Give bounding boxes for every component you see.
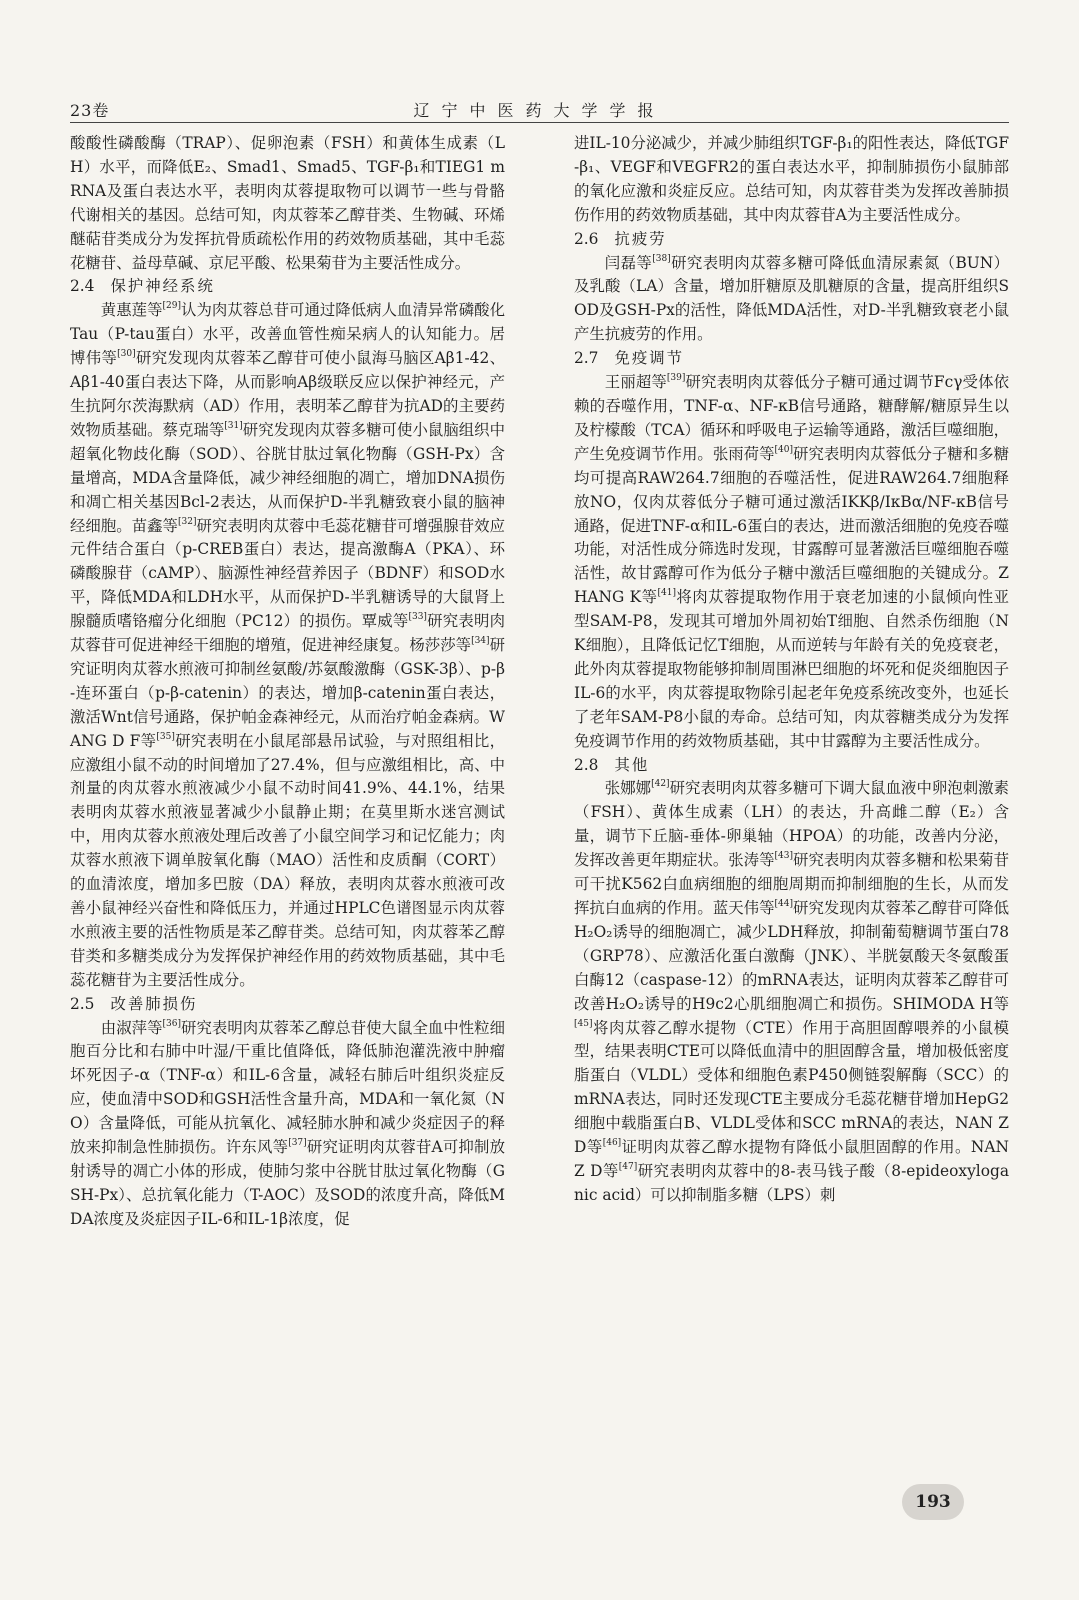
section-heading — [70, 993, 505, 1017]
right-column — [574, 132, 1009, 1208]
section-title: 其他 — [614, 755, 650, 774]
section-heading — [574, 228, 1009, 252]
journal-title: 辽宁中医药大学学报 — [413, 101, 666, 120]
section-heading — [574, 347, 1009, 371]
left-column — [70, 132, 505, 1232]
paragraph-continuation: 酸酸性磷酸酶（TRAP）、促卵泡素（FSH）和黄体生成素（LH）水平，而降低E₂、Smad1、Smad5、TGF-β₁和TIEG1 mRNA及蛋白表达水平，表明肉苁蓉提取物可以调节一些与骨骼代谢相关的基因。总结可知，肉苁蓉苯乙醇苷类、生物碱、环烯醚萜苷类成分为发挥抗骨质疏松作用的药效物质基础，其中毛蕊花糖苷、益母草碱、京尼平酸、松果菊苷为主要活性成分。 — [70, 134, 505, 272]
section-title: 改善肺损伤 — [110, 994, 198, 1013]
section-title: 保护神经系统 — [110, 277, 215, 296]
page-number: 193 — [902, 1484, 964, 1520]
paragraph: 闫磊等[38]研究表明肉苁蓉多糖可降低血清尿素氮（BUN）及乳酸（LA）含量，增加肝糖原及肌糖原的含量，提高肝组织SOD及GSH-Px的活性，降低MDA活性，对D-半乳糖致衰老小鼠产生抗疲劳的作用。 — [574, 253, 1009, 344]
paragraph: 张娜娜[42]研究表明肉苁蓉多糖可下调大鼠血液中卵泡刺激素（FSH）、黄体生成素（LH）的表达，升高雌二醇（E₂）含量，调节下丘脑-垂体-卵巢轴（HPOA）的功能，改善内分泌，发挥改善更年期症状。张涛等[43]研究表明肉苁蓉多糖和松果菊苷可干扰K562白血病细胞的细胞周期而抑制细胞的生长，从而发挥抗白血病的作用。蓝天伟等[44]研究发现肉苁蓉苯乙醇苷可降低H₂O₂诱导的细胞凋亡，减少LDH释放，抑制葡萄糖调节蛋白78（GRP78）、应激活化蛋白激酶（JNK）、半胱氨酸天冬氨酸蛋白酶12（caspase-12）的mRNA表达，证明肉苁蓉苯乙醇苷可改善H₂O₂诱导的H9c2心肌细胞凋亡和损伤。SHIMODA H等[45]将肉苁蓉乙醇水提物（CTE）作用于高胆固醇喂养的小鼠模型，结果表明CTE可以降低血清中的胆固醇含量，增加极低密度脂蛋白（VLDL）受体和细胞色素P450侧链裂解酶（SCC）的mRNA表达，同时还发现CTE主要成分毛蕊花糖苷增加HepG2细胞中载脂蛋白B、VLDL受体和SCC mRNA的表达，NAN Z D等[46]证明肉苁蓉乙醇水提物有降低小鼠胆固醇的作用。NAN Z D等[47]研究表明肉苁蓉中的8-表马钱子酸（8-epideoxyloganic acid）可以抑制脂多糖（LPS）刺 — [574, 779, 1009, 1204]
header-rule — [70, 122, 1009, 123]
section-heading — [574, 754, 1009, 778]
paragraph: 王丽超等[39]研究表明肉苁蓉低分子糖可通过调节Fcγ受体依赖的吞噬作用，TNF-α、NF-κB信号通路，糖酵解/糖原异生以及柠檬酸（TCA）循环和呼吸电子运输等通路，激活巨噬细胞，产生免疫调节作用。张雨荷等[40]研究表明肉苁蓉低分子糖和多糖均可提高RAW264.7细胞的吞噬活性，促进RAW264.7细胞释放NO，仅肉苁蓉低分子糖可通过激活IKKβ/IκBα/NF-κB信号通路，促进TNF-α和IL-6蛋白的表达，进而激活细胞的免疫吞噬功能，对活性成分筛选时发现，甘露醇可显著激活巨噬细胞吞噬活性，故甘露醇可作为低分子糖中激活巨噬细胞的关键成分。ZHANG K等[41]将肉苁蓉提取物作用于衰老加速的小鼠倾向性亚型SAM-P8，发现其可增加外周初始T细胞、自然杀伤细胞（NK细胞），且降低记忆T细胞，从而逆转与年龄有关的免疫衰老，此外肉苁蓉提取物能够抑制周围淋巴细胞的坏死和促炎细胞因子IL-6的水平，肉苁蓉提取物除引起老年免疫系统改变外，也延长了老年SAM-P8小鼠的寿命。总结可知，肉苁蓉糖类成分为发挥免疫调节作用的药效物质基础，其中甘露醇为主要活性成分。 — [574, 373, 1009, 750]
section-heading — [70, 275, 505, 299]
paragraph: 由淑萍等[36]研究表明肉苁蓉苯乙醇总苷使大鼠全血中性粒细胞百分比和右肺中叶湿/干重比值降低，降低肺泡灌洗液中肿瘤坏死因子-α（TNF-α）和IL-6含量，减轻右肺后叶组织炎症反应，使血清中SOD和GSH活性含量升高，MDA和一氧化氮（NO）含量降低，可能从抗氧化、减轻肺水肿和减少炎症因子的释放来抑制急性肺损伤。许东风等[37]研究证明肉苁蓉苷A可抑制放射诱导的凋亡小体的形成，使肺匀浆中谷胱甘肽过氧化物酶（GSH-Px）、总抗氧化能力（T-AOC）及SOD的浓度升高，降低MDA浓度及炎症因子IL-6和IL-1β浓度，促 — [70, 1018, 505, 1228]
section-title: 免疫调节 — [614, 349, 685, 368]
section-number: 2.7 — [574, 349, 599, 368]
section-number: 2.8 — [574, 755, 599, 774]
section-number: 2.5 — [70, 994, 95, 1013]
paragraph: 黄惠莲等[29]认为肉苁蓉总苷可通过降低病人血清异常磷酸化Tau（P-tau蛋白）水平，改善血管性痴呆病人的认知能力。居博伟等[30]研究发现肉苁蓉苯乙醇苷可使小鼠海马脑区Aβ1-42、Aβ1-40蛋白表达下降，从而影响Aβ级联反应以保护神经元，产生抗阿尔茨海默病（AD）作用，表明苯乙醇苷为抗AD的主要药效物质基础。蔡克瑞等[31]研究发现肉苁蓉多糖可使小鼠脑组织中超氧化物歧化酶（SOD）、谷胱甘肽过氧化物酶（GSH-Px）含量增高，MDA含量降低，减少神经细胞的凋亡，增加DNA损伤和凋亡相关基因Bcl-2表达，从而保护D-半乳糖致衰小鼠的脑神经细胞。苗鑫等[32]研究表明肉苁蓉中毛蕊花糖苷可增强腺苷效应元件结合蛋白（p-CREB蛋白）表达，提高激酶A（PKA）、环磷酸腺苷（cAMP）、脑源性神经营养因子（BDNF）和SOD水平，降低MDA和LDH水平，从而保护D-半乳糖诱导的大鼠肾上腺髓质嗜铬瘤分化细胞（PC12）的损伤。覃威等[33]研究表明肉苁蓉苷可促进神经干细胞的增殖，促进神经康复。杨莎莎等[34]研究证明肉苁蓉水煎液可抑制丝氨酸/苏氨酸激酶（GSK-3β）、p-β-连环蛋白（p-β-catenin）的表达，增加β-catenin蛋白表达，激活Wnt信号通路，保护帕金森神经元，从而治疗帕金森病。WANG D F等[35]研究表明在小鼠尾部悬吊试验，与对照组相比，应激组小鼠不动的时间增加了27.4%，但与应激组相比，高、中剂量的肉苁蓉水煎液减少小鼠不动时间41.9%、44.1%，结果表明肉苁蓉水煎液显著减少小鼠静止期；在莫里斯水迷宫测试中，用肉苁蓉水煎液处理后改善了小鼠空间学习和记忆能力；肉苁蓉水煎液下调单胺氧化酶（MAO）活性和皮质酮（CORT）的血清浓度，增加多巴胺（DA）释放，表明肉苁蓉水煎液可改善小鼠神经兴奋性和降低压力，并通过HPLC色谱图显示肉苁蓉水煎液主要的活性物质是苯乙醇苷类。总结可知，肉苁蓉苯乙醇苷类和多糖类成分为发挥保护神经作用的药效物质基础，其中毛蕊花糖苷为主要活性成分。 — [70, 301, 505, 989]
section-title: 抗疲劳 — [614, 229, 667, 248]
volume-label: 23卷 — [70, 101, 110, 120]
section-number: 2.6 — [574, 229, 599, 248]
section-number: 2.4 — [70, 277, 95, 296]
running-header — [70, 98, 1009, 124]
paragraph-continuation: 进IL-10分泌减少，并减少肺组织TGF-β₁的阳性表达，降低TGF-β₁、VEGF和VEGFR2的蛋白表达水平，抑制肺损伤小鼠肺部的氧化应激和炎症反应。总结可知，肉苁蓉苷类为发挥改善肺损伤作用的药效物质基础，其中肉苁蓉苷A为主要活性成分。 — [574, 134, 1009, 224]
